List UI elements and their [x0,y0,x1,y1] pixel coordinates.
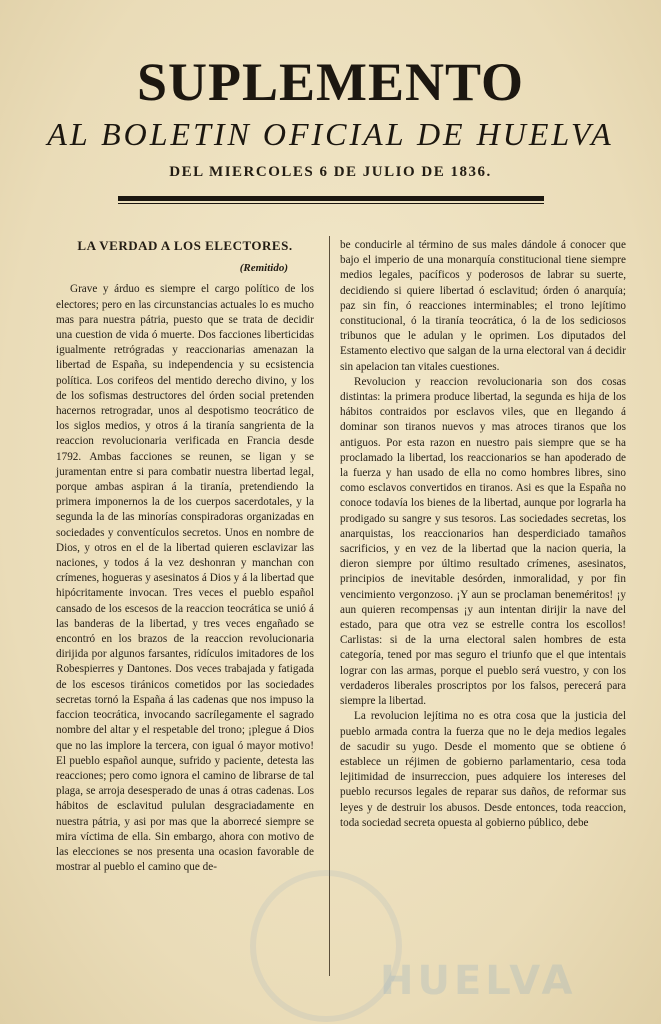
masthead-rule-thick [118,196,544,201]
left-paragraph-1: Grave y árduo es siempre el cargo político de los electores; pero en las circunstancias actuales lo es mucho mas para nuestra pátria, puesto que se trata de decidir una cuestion de vida ó muerte. Dos facciones liberticidas igualmente retrógradas y reaccionarias amenazan la libertad de España, su independencia y su ecsistencia política. Los corifeos del mentido derecho divino, y los de los sofismas destructores del órden social pretenden hacernos retrogradar, unos al despotismo teocrático de los siglos medios, y otros á la tiranía sangrienta de la reaccion revolucionaria verificada en Francia desde 1792. Ambas facciones se reunen, se ligan y se juramentan entre si para combatir nuestra libertad legal, porque ambas aspiran á la tiranía, pretendiendo la primera imponernos la de los cuerpos sacerdotales, y la segunda la de las minorías conspiradoras organizadas en sociedades y conventículos secretos. Unos en nombre de Dios, y otros en el de la libertad quieren esclavizar las naciones, y todos á la vez deshonran y manchan con crímenes, hogueras y asesinatos á Dios y á la libertad que hipócritamente invocan. Tres veces el pueblo español cansado de los escesos de la reaccion teocrática se unió á las banderas de la libertad, y tres veces engañado se encontró en los brazos de la reaccion revolucionaria dirijida por algunos farsantes, ridículos imitadores de los Robespierres y Dantones. Dos veces trabajada y fatigada de los escesos tiránicos cometidos por las sociedades secretas tornó la España á las cadenas que nos impuso la faccion teocrática, invocando sacrílegamente el sagrado nombre del altar y el respetable del trono; ¡plegue á Dios que no las implore la tercera, con igual ó mayor motivo! El pueblo español aunque, sufrido y paciente, detesta las reacciones; pero como ignora el camino de librarse de tal plaga, se arroja desesperado de unas á otras cadenas. Los hábitos de esclavitud pululan desgraciadamente en nuestra pátria, y asi por mas que la aborrecé siempre se mira víctima de ella. Sin embargo, ahora con motivo de las elecciones se nos presenta una ocasion favorable de mostrar al pueblo el camino que de- [56,283,314,874]
right-paragraph-1: be conducirle al término de sus males dándole á conocer que bajo el imperio de una monarquía constitucional tiene siempre medios legales, pacíficos y poderosos de labrar su suerte, decidiendo si quiere libertad ó esclavitud; órden ó anarquía; paz sin fin, ó reacciones interminables; el trono lejítimo constitucional, ó la tiranía teocrática, ó la de los sediciosos tribunos que le adulan y le oprimen. Los diputados del Estamento electivo que salgan de la urna electoral van á decidir sin apelacion tan vitales cuestiones. [340,239,626,373]
right-paragraph-2: Revolucion y reaccion revolucionaria son dos cosas distintas: la primera produce libertad, la segunda es hija de los hábitos contraidos por esclavos viles, que en llegando á dominar son tiranos nuevos y mas atroces tiranos que los antiguos. Por esta razon en nuestro pais siempre que se ha proclamado la libertad, los reaccionarios se han apoderado de la fuerza y han usado de ella no como hombres libres, sino como esclavos convertidos en tiranos. Asi es que la España no conoce todavía los bienes de la libertad, aunque por lograrla ha prodigado su sangre y sus tesoros. Las sociedades secretas, los anarquistas, los reaccionarios han desperdiciado tamaños sacrificios, y en vez de la libertad que la nacion queria, la dieron siempre por último resultado crímenes, asesinatos, principios de inevitable desórden, inmoralidad, y por fin vencimiento vergonzoso. ¡Y aun se proclaman beneméritos! ¡y aun quieren recompensas ¡y aun intentan dirijir la nave del estado, para que otra vez se estrelle contra los escollos! Carlistas: si de la urna electoral salen hombres de esta categoría, tened por mas seguro el triunfo que el que intentais lograr con las armas, porque el pueblo será vuestro, y con los verdaderos liberales proscriptos por los falsos, perecerá para siempre la libertad. [340,375,626,708]
masthead-dateline: DEL MIERCOLES 6 DE JULIO DE 1836. [169,164,492,180]
masthead-subtitle: AL BOLETIN OFICIAL DE HUELVA [47,116,614,152]
masthead-rule-thin [118,203,544,204]
column-right [340,238,626,831]
watermark-text: HUELVA [380,958,577,1004]
article-note: (Remitido) [239,262,288,275]
masthead-title: SUPLEMENTO [136,52,525,112]
column-divider [329,236,330,976]
article-title: LA VERDAD A LOS ELECTORES. [77,238,293,253]
right-paragraph-3: La revolucion lejítima no es otra cosa que la justicia del pueblo armada contra la fuerza que no le deja medios legales de sacudir su yugo. Desde el momento que se obtiene ó establece un réjimen de gobierno parlamentario, cesa toda lejitimidad de insurreccion, pues adquiere los intereses del pueblo recursos legales de reparar sus daños, de reformar sus leyes y de destruir los abusos. Desde entonces, toda reaccion, toda sociedad secreta opuesta al gobierno público, debe [340,710,626,829]
column-left [56,238,314,875]
